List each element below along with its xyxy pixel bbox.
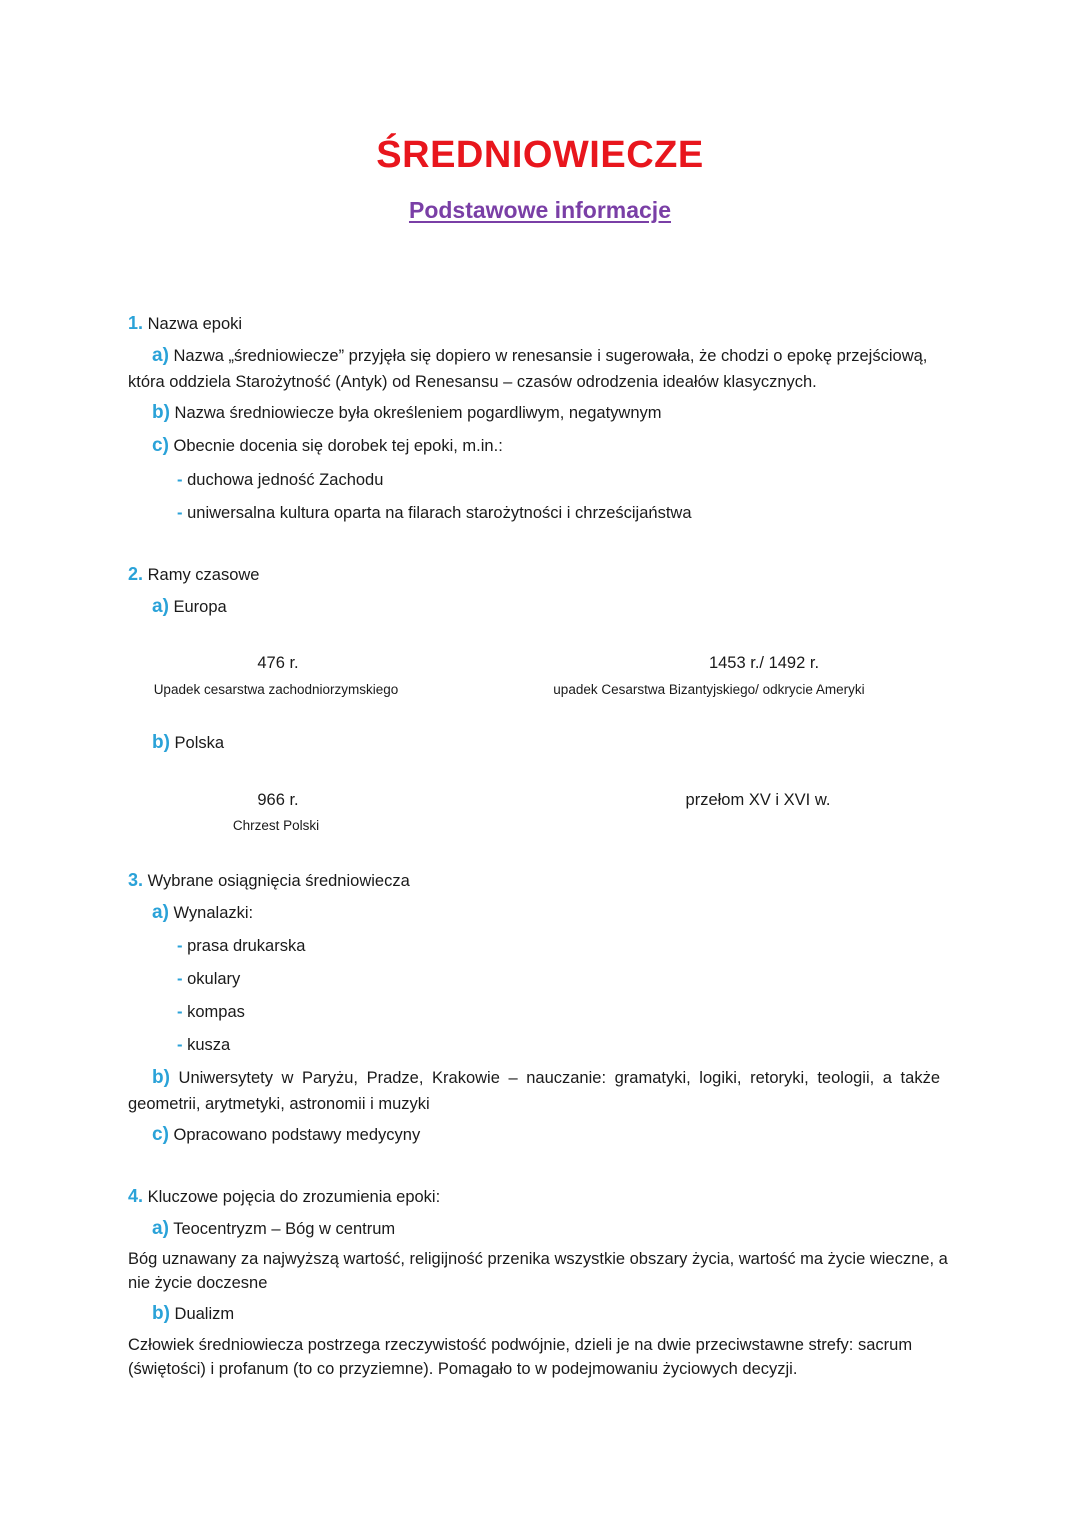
paragraph-text: Opracowano podstawy medycyny [173,1126,421,1144]
list-item-text: kusza [187,1036,231,1054]
section-title: Nazwa epoki [147,315,243,333]
poland-start-caption: Chrzest Polski [232,818,320,833]
bullet-dash: - [177,471,183,489]
paragraph-text: Nazwa średniowiecze była określeniem pogardliwym, negatywnym [174,404,662,422]
list-item-text: duchowa jedność Zachodu [187,471,384,489]
section-3-heading [128,868,410,893]
bullet-dash: - [177,504,183,522]
paragraph-text: Dualizm [174,1305,235,1323]
section-4-point-b-desc: Człowiek średniowiecza postrzega rzeczywistość podwójnie, dzieli je na dwie przeciwstawne strefy: sacrum [128,1336,913,1354]
poland-end-year: przełom XV i XVI w. [685,791,831,809]
section-4-point-b-desc-cont: (świętości) i profanum (to co przyziemne). Pomagało to w podejmowaniu życiowych decyzji. [128,1360,798,1378]
poland-start-year: 966 r. [257,791,299,809]
point-letter: a) [152,345,169,366]
list-item-text: okulary [187,970,241,988]
section-1-point-b [152,401,662,425]
point-letter: b) [152,402,170,423]
section-4-point-a [152,1217,395,1241]
paragraph-text: Polska [174,734,225,752]
point-letter: a) [152,902,169,923]
paragraph-text: Obecnie docenia się dorobek tej epoki, m.in.: [173,437,503,455]
paragraph-text: Nazwa „średniowiecze” przyjęła się dopiero w renesansie i sugerowała, że chodzi o epokę przejściową, [173,347,928,365]
section-number: 4. [128,1186,144,1206]
list-item [177,1000,245,1024]
list-item-text: uniwersalna kultura oparta na filarach starożytności i chrześcijaństwa [187,504,692,522]
section-3-point-a [152,901,253,925]
point-letter: a) [152,1218,169,1239]
section-4-point-b [152,1302,234,1326]
section-number: 3. [128,870,144,890]
section-4-point-a-desc-cont: nie życie doczesne [128,1274,268,1292]
section-3-point-b-cont: geometrii, arytmetyki, astronomii i muzyki [128,1095,430,1113]
point-letter: a) [152,596,169,617]
section-2-point-a [152,595,227,619]
bullet-dash: - [177,970,183,988]
section-4-point-a-desc: Bóg uznawany za najwyższą wartość, religijność przenika wszystkie obszary życia, wartość ma życie wieczne, a [128,1250,948,1268]
point-letter: b) [152,732,170,753]
paragraph-text: Teocentryzm – Bóg w centrum [173,1220,396,1238]
bullet-dash: - [177,1036,183,1054]
list-item-text: kompas [187,1003,245,1021]
europe-start-year: 476 r. [257,654,299,672]
list-item-text: prasa drukarska [187,937,306,955]
bullet-dash: - [177,1003,183,1021]
section-1-point-c [152,434,503,458]
point-letter: b) [152,1303,170,1324]
list-item [177,501,692,525]
paragraph-text: Wynalazki: [173,904,254,922]
list-item [177,1033,230,1057]
section-1-heading [128,311,242,336]
list-item [177,934,305,958]
section-3-point-b [128,1066,950,1090]
section-2-heading [128,562,259,587]
list-item [177,468,383,492]
europe-end-year: 1453 r./ 1492 r. [708,654,820,672]
section-title: Wybrane osiągnięcia średniowiecza [147,872,410,890]
paragraph-text: Uniwersytety w Paryżu, Pradze, Krakowie – nauczanie: gramatyki, logiki, retoryki, teologii, a także [178,1069,940,1087]
point-letter: c) [152,1124,169,1145]
section-title: Kluczowe pojęcia do zrozumienia epoki: [147,1188,441,1206]
list-item [177,967,240,991]
section-1-point-a [128,344,950,368]
europe-start-caption: Upadek cesarstwa zachodniorzymskiego [153,682,399,697]
section-number: 1. [128,313,144,333]
page-title: ŚREDNIOWIECZE [376,134,704,176]
paragraph-text: Europa [173,598,227,616]
section-4-heading [128,1184,440,1209]
europe-end-caption: upadek Cesarstwa Bizantyjskiego/ odkrycie Ameryki [553,682,865,697]
page-subtitle: Podstawowe informacje [408,197,671,223]
point-letter: c) [152,435,169,456]
bullet-dash: - [177,937,183,955]
section-title: Ramy czasowe [147,566,260,584]
section-number: 2. [128,564,144,584]
section-1-point-a-cont: która oddziela Starożytność (Antyk) od Renesansu – czasów odrodzenia ideałów klasycznych. [128,373,817,391]
section-3-point-c [152,1123,420,1147]
point-letter: b) [152,1067,170,1088]
section-2-point-b [152,731,224,755]
